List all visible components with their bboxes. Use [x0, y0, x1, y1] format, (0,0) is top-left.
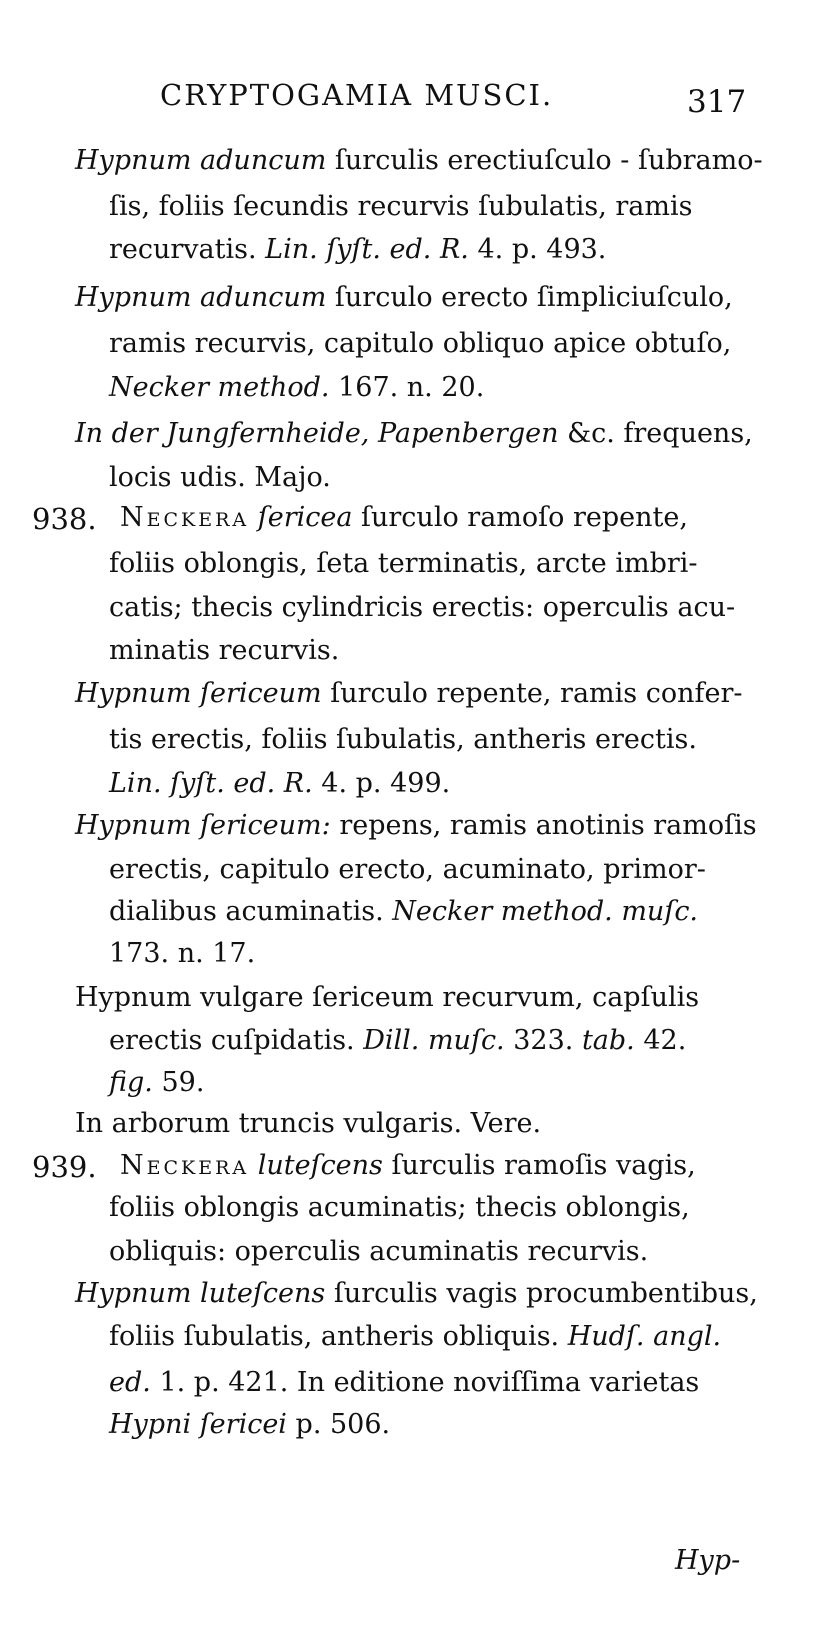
page-number: 317	[687, 84, 747, 120]
text-line	[75, 420, 753, 447]
italic-text: Lin. ſyſt. ed. R.	[265, 234, 469, 265]
italic-text: Hudſ. angl.	[567, 1321, 722, 1352]
italic-text: In der Jungfernheide, Papenbergen	[75, 418, 559, 449]
text-line	[109, 1369, 699, 1396]
text-run: 1. p. 421. In editione noviſſima varietas	[150, 1367, 700, 1398]
text-run: Hypnum vulgare ſericeum recurvum, capſulis	[75, 982, 700, 1013]
italic-text: tab.	[581, 1025, 635, 1056]
text-run: ſurculis ramoſis vagis,	[382, 1150, 696, 1181]
text-line	[109, 594, 735, 621]
text-run: obliquis: operculis acuminatis recurvis.	[109, 1236, 649, 1267]
text-run: dialibus acuminatis.	[109, 896, 393, 927]
text-run: ſurculo erecto ſimpliciuſculo,	[326, 282, 733, 313]
text-line	[109, 856, 706, 883]
text-run: 167. n. 20.	[329, 372, 485, 403]
text-line	[109, 464, 331, 491]
text-run: ramis recurvis, capitulo obliquo apice obtuſo,	[109, 328, 732, 359]
text-line	[109, 1194, 690, 1221]
text-run: erectis cuſpidatis.	[109, 1025, 364, 1056]
text-line	[109, 898, 698, 925]
entry-number: 939.	[32, 1150, 97, 1184]
text-run: 59.	[152, 1067, 205, 1098]
text-line	[109, 1411, 390, 1438]
text-line	[75, 984, 699, 1011]
italic-text: fig.	[109, 1067, 153, 1098]
text-line	[109, 1238, 648, 1265]
text-run: 323.	[504, 1025, 582, 1056]
text-run: p. 506.	[286, 1409, 391, 1440]
text-line	[109, 770, 450, 797]
text-line	[109, 236, 606, 263]
italic-text: Necker method. muſc.	[392, 896, 699, 927]
text-line	[109, 330, 731, 357]
italic-text: luteſcens	[257, 1150, 383, 1181]
italic-text: Necker method.	[109, 372, 330, 403]
text-run: foliis oblongis acuminatis; thecis oblongis,	[109, 1192, 690, 1223]
text-run: ſis, foliis ſecundis recurvis ſubulatis, ramis	[109, 191, 693, 222]
text-line	[109, 550, 698, 577]
catchword: Hyp-	[675, 1545, 741, 1576]
italic-text: Lin. ſyſt. ed. R.	[109, 768, 313, 799]
running-title: CRYPTOGAMIA MUSCI.	[160, 78, 554, 112]
text-run: ſurculis vagis procumbentibus,	[325, 1278, 758, 1309]
text-run: repens, ramis anotinis ramoſis	[330, 810, 757, 841]
italic-text: Hypnum ſericeum	[75, 678, 322, 709]
italic-text: Hypnum luteſcens	[75, 1278, 326, 1309]
text-run: foliis oblongis, ſeta terminatis, arcte imbri-	[109, 548, 698, 579]
text-run: ſurculis erectiuſculo - ſubramo-	[326, 145, 763, 176]
text-run: &c. frequens,	[558, 418, 753, 449]
text-line	[109, 637, 339, 664]
italic-text: ed.	[109, 1367, 151, 1398]
text-line	[75, 284, 733, 311]
text-run: foliis ſubulatis, antheris obliquis.	[109, 1321, 568, 1352]
text-run: minatis recurvis.	[109, 635, 340, 666]
text-run: catis; thecis cylindricis erectis: operculis acu-	[109, 592, 736, 623]
text-run: 173. n. 17.	[109, 938, 256, 969]
text-run: recurvatis.	[109, 234, 266, 265]
text-line	[109, 1323, 721, 1350]
text-run: ſurculo repente, ramis confer-	[321, 678, 743, 709]
genus-name: Neckera	[120, 1150, 250, 1181]
text-run: locis udis. Majo.	[109, 462, 331, 493]
text-run: 42.	[634, 1025, 687, 1056]
entry-number: 938.	[32, 502, 97, 536]
italic-text: Hypnum aduncum	[75, 282, 327, 313]
text-line	[75, 147, 763, 174]
text-line	[109, 726, 697, 753]
italic-text: Dill. muſc.	[363, 1025, 505, 1056]
italic-text: Hypnum aduncum	[75, 145, 327, 176]
text-run	[249, 502, 258, 533]
text-line	[109, 940, 255, 967]
italic-text: Hypnum ſericeum:	[75, 810, 331, 841]
text-run: 4. p. 499.	[312, 768, 451, 799]
text-line	[120, 1152, 696, 1179]
text-line	[75, 680, 743, 707]
text-run: In arborum truncis vulgaris. Vere.	[75, 1108, 542, 1139]
text-line	[75, 812, 757, 839]
text-run: erectis, capitulo erecto, acuminato, primor-	[109, 854, 706, 885]
genus-name: Neckera	[120, 502, 250, 533]
text-line	[75, 1280, 758, 1307]
italic-text: Hypni ſericei	[109, 1409, 287, 1440]
text-run: ſurculo ramoſo repente,	[352, 502, 688, 533]
text-run	[249, 1150, 258, 1181]
text-run: tis erectis, foliis ſubulatis, antheris erectis.	[109, 724, 697, 755]
text-line	[120, 504, 688, 531]
text-line	[109, 374, 484, 401]
text-line	[109, 1069, 204, 1096]
text-line	[109, 193, 693, 220]
italic-text: ſericea	[257, 502, 353, 533]
text-line	[75, 1110, 541, 1137]
text-line	[109, 1027, 686, 1054]
text-run: 4. p. 493.	[468, 234, 607, 265]
